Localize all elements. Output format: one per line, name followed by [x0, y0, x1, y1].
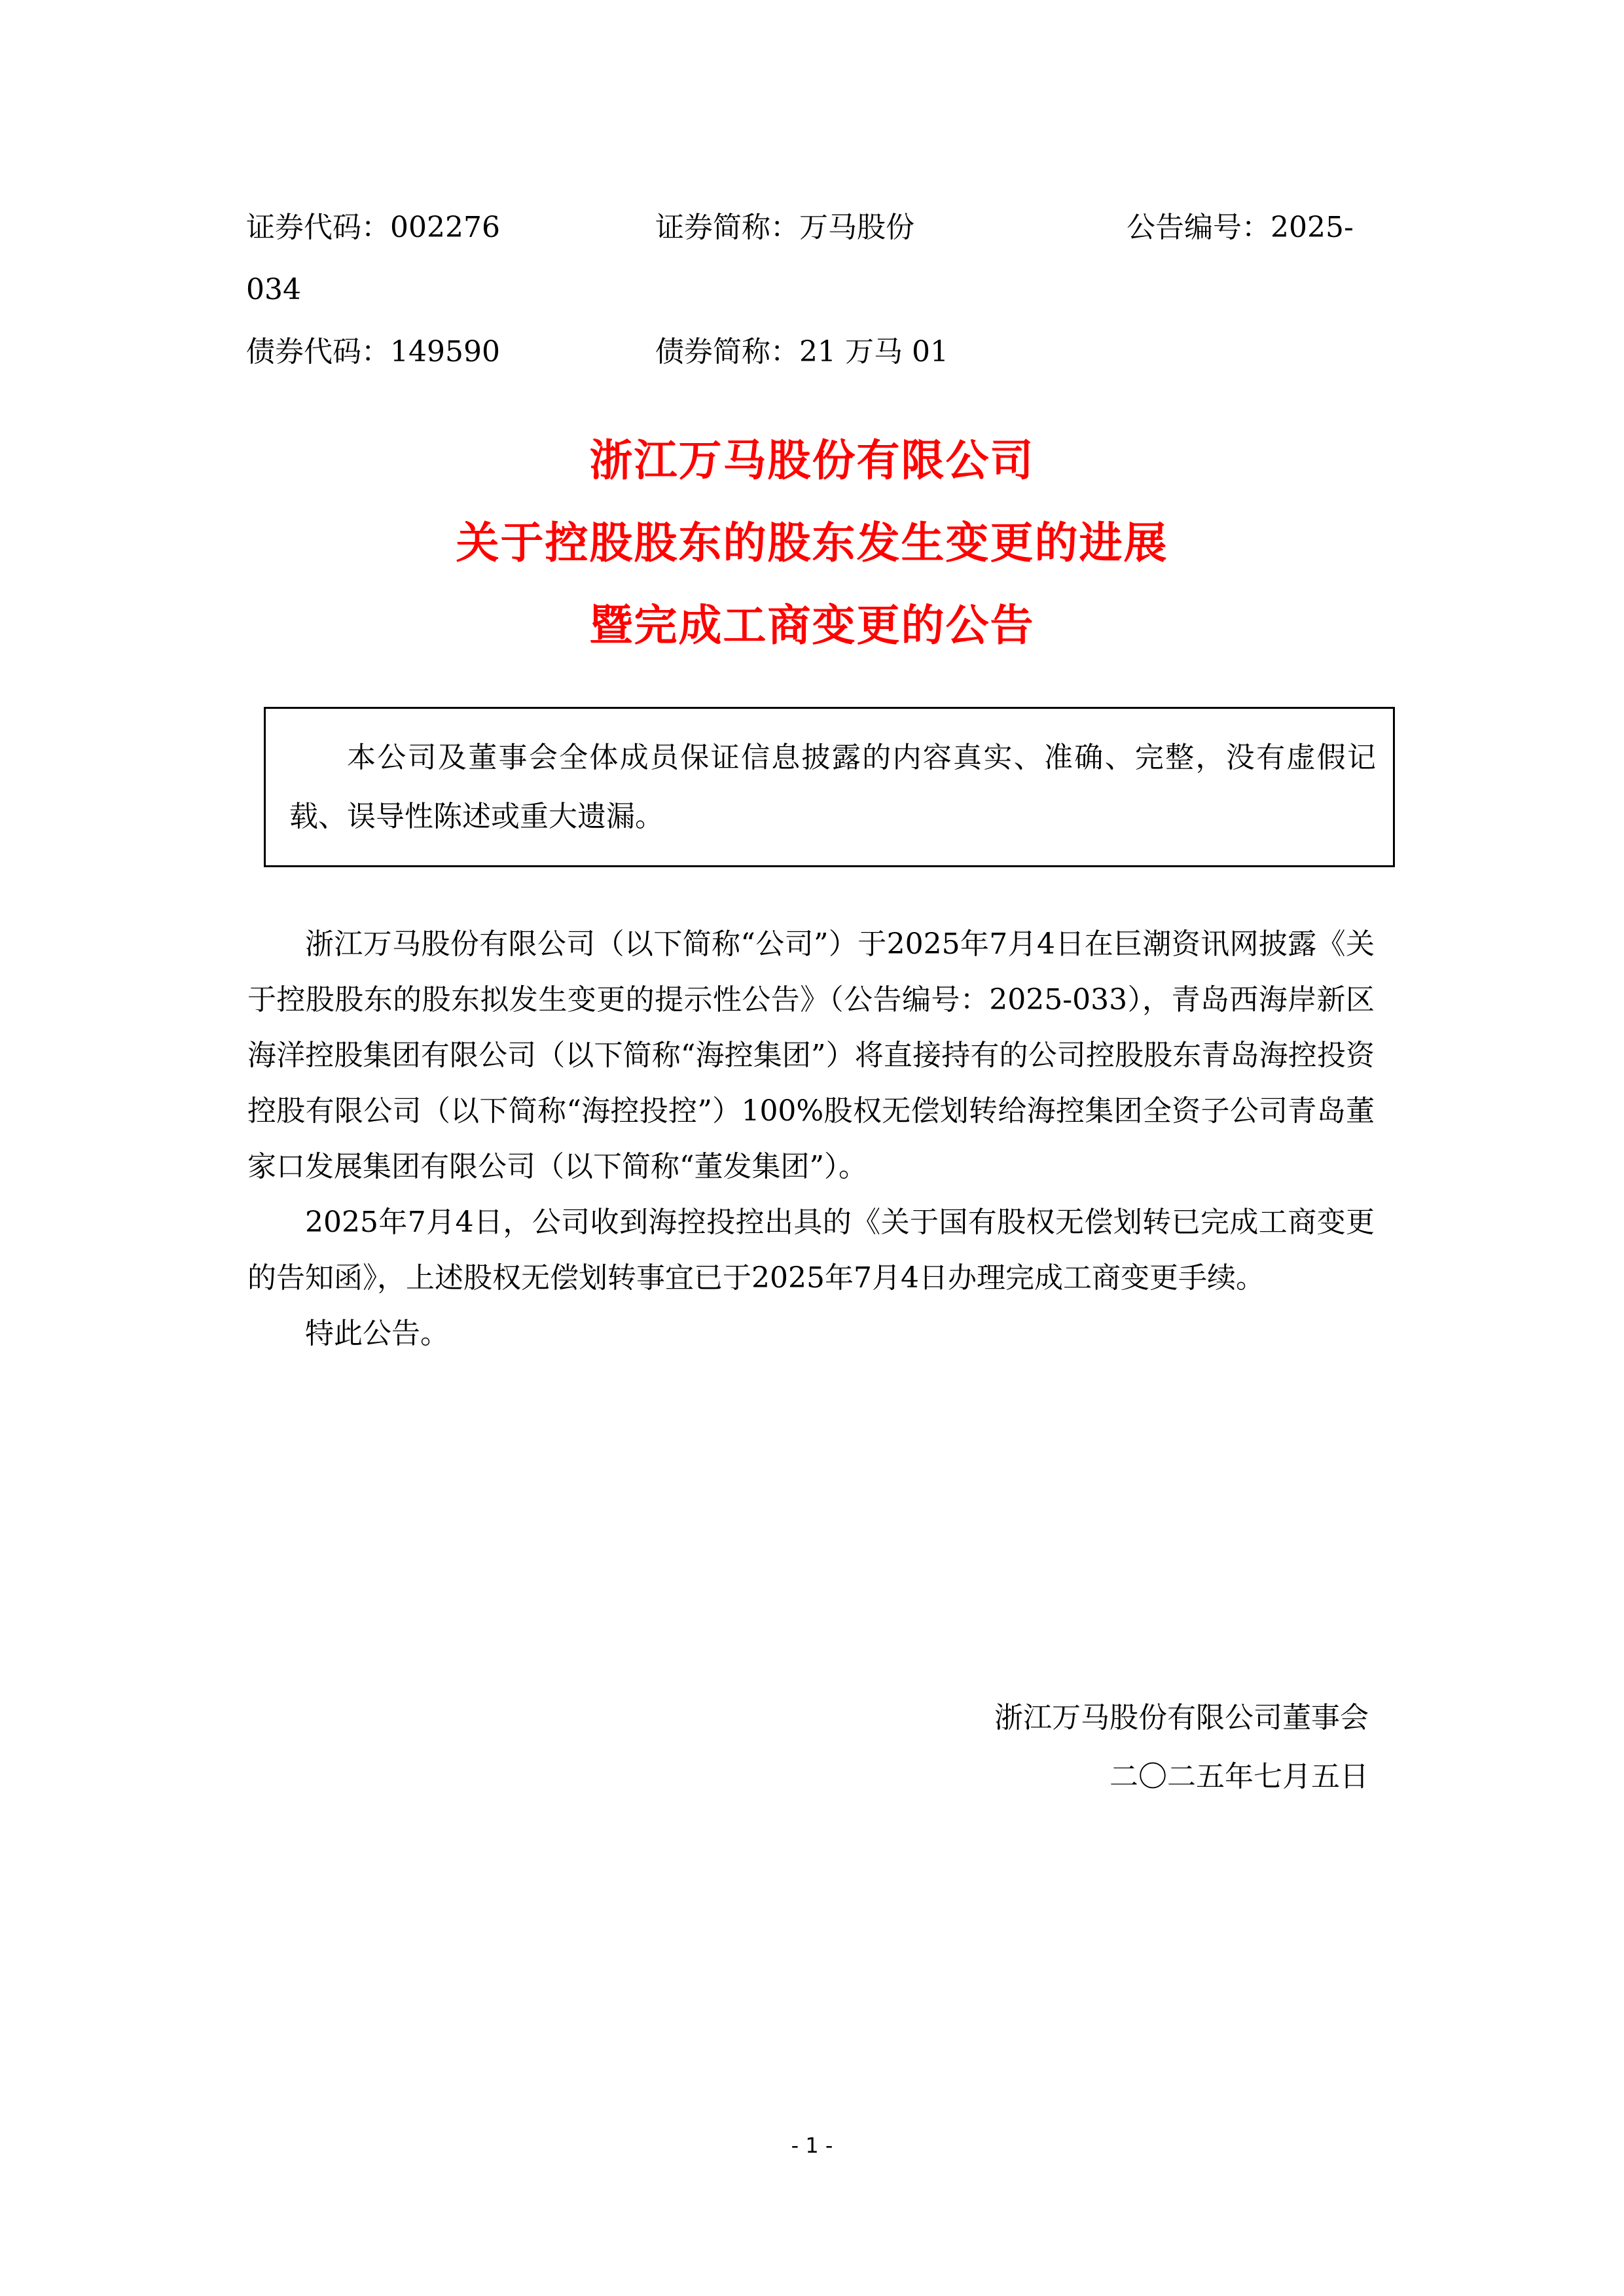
- body-paragraph-disclosure: 浙江万马股份有限公司（以下简称“公司”）于2025年7月4日在巨潮资讯网披露《关于控股股东的股东拟发生变更的提示性公告》（公告编号：2025-033），青岛西海岸新区海洋控股集团有限公司（以下简称“海控集团”）将直接持有的公司控股股东青岛海控投资控股有限公司（以下简称“海控投控”）100%股权无偿划转给海控集团全资子公司青岛董家口发展集团有限公司（以下简称“董发集团”）。: [247, 927, 1375, 1183]
- disclaimer-box: [264, 707, 1395, 867]
- announcement-number: 公告编号：2025-: [1127, 211, 1354, 244]
- body-paragraph-completion: 2025年7月4日，公司收到海控投控出具的《关于国有股权无偿划转已完成工商变更的告知函》，上述股权无偿划转事宜已于2025年7月4日办理完成工商变更手续。: [247, 1206, 1375, 1295]
- signature-company: 浙江万马股份有限公司董事会: [994, 1701, 1369, 1734]
- body-paragraph-closing: 特此公告。: [305, 1317, 449, 1350]
- title-company-name: 浙江万马股份有限公司: [589, 435, 1035, 486]
- title-completion: 暨完成工商变更的公告: [589, 600, 1035, 651]
- announcement-body: [247, 916, 1375, 1361]
- stock-name: 证券简称：万马股份: [655, 211, 914, 244]
- signature-block: [994, 1689, 1369, 1806]
- title-subject: 关于控股股东的股东发生变更的进展: [456, 518, 1168, 568]
- stock-code: 证券代码：002276: [246, 211, 500, 244]
- bond-name: 债券简称：21 万马 01: [655, 335, 948, 368]
- announcement-number-continued: 034: [246, 273, 301, 306]
- signature-date: 二〇二五年七月五日: [1110, 1760, 1369, 1793]
- page-number: - 1 -: [791, 2133, 833, 2158]
- disclaimer-text: 本公司及董事会全体成员保证信息披露的内容真实、准确、完整，没有虚假记载、误导性陈述或重大遗漏。: [289, 741, 1376, 833]
- bond-code: 债券代码：149590: [246, 335, 500, 368]
